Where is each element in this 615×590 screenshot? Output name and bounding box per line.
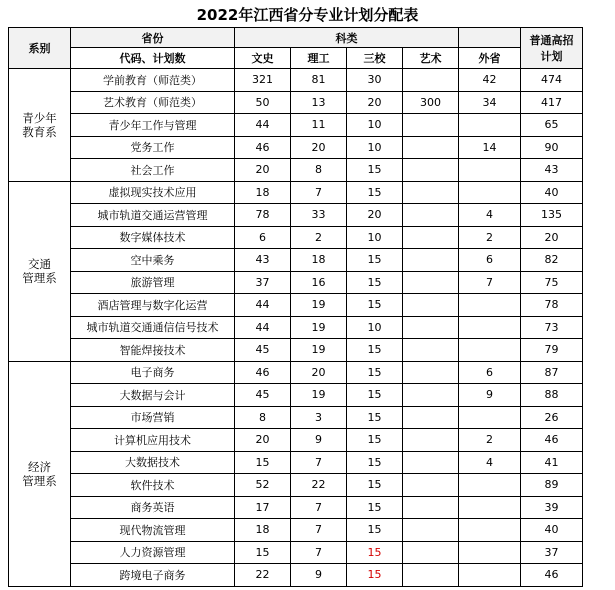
- cell-sanxiao: 15: [347, 541, 403, 564]
- table-row: [9, 159, 583, 182]
- major-name: 软件技术: [71, 474, 235, 497]
- table-row: [9, 226, 583, 249]
- table-row: [9, 384, 583, 407]
- header-row-1: [9, 28, 583, 48]
- cell-ligong: 22: [291, 474, 347, 497]
- cell-waisheng: 14: [459, 136, 521, 159]
- cell-yishu: [403, 136, 459, 159]
- major-name: 酒店管理与数字化运营: [71, 294, 235, 317]
- cell-ligong: 13: [291, 91, 347, 114]
- cell-sanxiao: 15: [347, 159, 403, 182]
- cell-yishu: [403, 429, 459, 452]
- cell-wenshi: 44: [235, 316, 291, 339]
- cell-wenshi: 15: [235, 541, 291, 564]
- cell-wenshi: 45: [235, 339, 291, 362]
- dept-cell: [9, 361, 71, 586]
- cell-ligong: 7: [291, 451, 347, 474]
- table-row: [9, 519, 583, 542]
- cell-waisheng: [459, 159, 521, 182]
- header-code-plan: 代码、计划数: [71, 48, 235, 69]
- cell-sanxiao: 15: [347, 384, 403, 407]
- cell-sanxiao: 10: [347, 136, 403, 159]
- table-row: [9, 114, 583, 137]
- dept-name-line1: 青少年: [22, 110, 57, 125]
- major-name: 艺术教育（师范类）: [71, 91, 235, 114]
- dept-name-line2: 管理系: [22, 473, 57, 488]
- cell-wenshi: 52: [235, 474, 291, 497]
- cell-waisheng: 34: [459, 91, 521, 114]
- dept-cell: [9, 181, 71, 361]
- cell-ligong: 19: [291, 316, 347, 339]
- cell-yishu: [403, 496, 459, 519]
- cell-wenshi: 44: [235, 114, 291, 137]
- cell-sanxiao: 10: [347, 226, 403, 249]
- header-province: 省份: [71, 28, 235, 48]
- cell-yishu: [403, 474, 459, 497]
- cell-total: 89: [521, 474, 583, 497]
- cell-wenshi: 78: [235, 204, 291, 227]
- cell-total: 90: [521, 136, 583, 159]
- table-row: [9, 406, 583, 429]
- major-name: 城市轨道交通运营管理: [71, 204, 235, 227]
- cell-sanxiao: 15: [347, 474, 403, 497]
- header-total-line1: 普通高招: [529, 34, 574, 47]
- cell-wenshi: 18: [235, 181, 291, 204]
- cell-waisheng: 4: [459, 204, 521, 227]
- major-name: 青少年工作与管理: [71, 114, 235, 137]
- header-row-2: [9, 48, 583, 69]
- cell-ligong: 20: [291, 136, 347, 159]
- table-row: [9, 204, 583, 227]
- table-row: [9, 474, 583, 497]
- header-yishu: 艺术: [403, 48, 459, 69]
- table-row: [9, 496, 583, 519]
- major-name: 商务英语: [71, 496, 235, 519]
- cell-ligong: 9: [291, 429, 347, 452]
- cell-waisheng: 7: [459, 271, 521, 294]
- cell-ligong: 2: [291, 226, 347, 249]
- major-name: 数字媒体技术: [71, 226, 235, 249]
- cell-total: 65: [521, 114, 583, 137]
- cell-sanxiao: 15: [347, 361, 403, 384]
- table-row: [9, 339, 583, 362]
- cell-waisheng: [459, 496, 521, 519]
- cell-yishu: [403, 204, 459, 227]
- cell-yishu: [403, 339, 459, 362]
- table-row: [9, 69, 583, 92]
- cell-yishu: [403, 564, 459, 587]
- cell-sanxiao: 10: [347, 316, 403, 339]
- cell-sanxiao: 15: [347, 564, 403, 587]
- table-row: [9, 316, 583, 339]
- cell-sanxiao: 15: [347, 271, 403, 294]
- cell-total: 78: [521, 294, 583, 317]
- cell-total: 79: [521, 339, 583, 362]
- cell-ligong: 7: [291, 496, 347, 519]
- dept-name-line2: 管理系: [22, 271, 57, 285]
- cell-wenshi: 37: [235, 271, 291, 294]
- header-total: [521, 28, 583, 69]
- cell-sanxiao: 15: [347, 429, 403, 452]
- major-name: 智能焊接技术: [71, 339, 235, 362]
- cell-yishu: [403, 69, 459, 92]
- table-row: [9, 451, 583, 474]
- cell-ligong: 19: [291, 294, 347, 317]
- cell-wenshi: 20: [235, 429, 291, 452]
- major-name: 人力资源管理: [71, 541, 235, 564]
- table-row: [9, 294, 583, 317]
- cell-sanxiao: 15: [347, 181, 403, 204]
- cell-ligong: 33: [291, 204, 347, 227]
- cell-wenshi: 20: [235, 159, 291, 182]
- cell-wenshi: 46: [235, 136, 291, 159]
- cell-waisheng: 42: [459, 69, 521, 92]
- cell-waisheng: [459, 181, 521, 204]
- cell-total: 26: [521, 406, 583, 429]
- dept-name-line1: 经济: [28, 459, 51, 474]
- table-row: [9, 564, 583, 587]
- cell-ligong: 11: [291, 114, 347, 137]
- cell-ligong: 19: [291, 384, 347, 407]
- cell-wenshi: 44: [235, 294, 291, 317]
- cell-total: 46: [521, 564, 583, 587]
- cell-ligong: 81: [291, 69, 347, 92]
- cell-wenshi: 15: [235, 451, 291, 474]
- cell-total: 37: [521, 541, 583, 564]
- cell-yishu: [403, 226, 459, 249]
- cell-waisheng: [459, 406, 521, 429]
- cell-total: 40: [521, 519, 583, 542]
- cell-wenshi: 17: [235, 496, 291, 519]
- cell-yishu: [403, 541, 459, 564]
- cell-wenshi: 18: [235, 519, 291, 542]
- cell-total: 43: [521, 159, 583, 182]
- cell-total: 75: [521, 271, 583, 294]
- cell-waisheng: 6: [459, 361, 521, 384]
- page-title: 2022年江西省分专业计划分配表: [196, 6, 419, 24]
- cell-total: 417: [521, 91, 583, 114]
- cell-wenshi: 50: [235, 91, 291, 114]
- major-name: 跨境电子商务: [71, 564, 235, 587]
- cell-total: 73: [521, 316, 583, 339]
- cell-wenshi: 6: [235, 226, 291, 249]
- cell-total: 40: [521, 181, 583, 204]
- table-row: [9, 271, 583, 294]
- major-name: 旅游管理: [71, 271, 235, 294]
- cell-yishu: [403, 384, 459, 407]
- cell-wenshi: 45: [235, 384, 291, 407]
- cell-waisheng: [459, 519, 521, 542]
- header-dept: 系别: [9, 28, 71, 69]
- major-name: 大数据与会计: [71, 384, 235, 407]
- cell-sanxiao: 30: [347, 69, 403, 92]
- table-row: [9, 136, 583, 159]
- header-category: 科类: [235, 28, 459, 48]
- table-row: [9, 249, 583, 272]
- major-name: 现代物流管理: [71, 519, 235, 542]
- header-waisheng: 外省: [459, 48, 521, 69]
- major-name: 党务工作: [71, 136, 235, 159]
- cell-ligong: 19: [291, 339, 347, 362]
- plan-table: [8, 27, 583, 587]
- table-row: [9, 361, 583, 384]
- cell-waisheng: 4: [459, 451, 521, 474]
- major-name: 城市轨道交通通信信号技术: [71, 316, 235, 339]
- cell-yishu: [403, 361, 459, 384]
- cell-sanxiao: 15: [347, 519, 403, 542]
- cell-sanxiao: 15: [347, 451, 403, 474]
- cell-sanxiao: 15: [347, 496, 403, 519]
- cell-ligong: 7: [291, 181, 347, 204]
- table-row: [9, 181, 583, 204]
- cell-yishu: [403, 181, 459, 204]
- cell-waisheng: 6: [459, 249, 521, 272]
- cell-waisheng: 2: [459, 429, 521, 452]
- table-row: [9, 429, 583, 452]
- cell-yishu: [403, 451, 459, 474]
- cell-wenshi: 321: [235, 69, 291, 92]
- dept-name-line2: 教育系: [22, 124, 57, 139]
- cell-ligong: 18: [291, 249, 347, 272]
- table-row: [9, 541, 583, 564]
- cell-sanxiao: 20: [347, 91, 403, 114]
- major-name: 社会工作: [71, 159, 235, 182]
- cell-ligong: 16: [291, 271, 347, 294]
- cell-ligong: 3: [291, 406, 347, 429]
- cell-wenshi: 22: [235, 564, 291, 587]
- cell-yishu: [403, 294, 459, 317]
- major-name: 学前教育（师范类）: [71, 69, 235, 92]
- cell-ligong: 7: [291, 541, 347, 564]
- cell-ligong: 8: [291, 159, 347, 182]
- cell-yishu: [403, 114, 459, 137]
- cell-sanxiao: 15: [347, 294, 403, 317]
- cell-sanxiao: 10: [347, 114, 403, 137]
- header-wenshi: 文史: [235, 48, 291, 69]
- cell-waisheng: [459, 474, 521, 497]
- cell-wenshi: 43: [235, 249, 291, 272]
- cell-ligong: 9: [291, 564, 347, 587]
- cell-total: 87: [521, 361, 583, 384]
- cell-total: 20: [521, 226, 583, 249]
- major-name: 大数据技术: [71, 451, 235, 474]
- cell-total: 82: [521, 249, 583, 272]
- cell-sanxiao: 20: [347, 204, 403, 227]
- header-blank: [459, 28, 521, 48]
- cell-total: 474: [521, 69, 583, 92]
- cell-yishu: [403, 316, 459, 339]
- header-total-line2: 计划: [540, 50, 563, 63]
- table-row: [9, 91, 583, 114]
- cell-yishu: [403, 159, 459, 182]
- cell-waisheng: [459, 294, 521, 317]
- cell-total: 46: [521, 429, 583, 452]
- dept-name-line1: 交通: [28, 257, 51, 271]
- major-name: 计算机应用技术: [71, 429, 235, 452]
- cell-waisheng: 2: [459, 226, 521, 249]
- cell-yishu: [403, 519, 459, 542]
- cell-ligong: 20: [291, 361, 347, 384]
- cell-sanxiao: 15: [347, 406, 403, 429]
- cell-total: 135: [521, 204, 583, 227]
- major-name: 虚拟现实技术应用: [71, 181, 235, 204]
- cell-total: 88: [521, 384, 583, 407]
- cell-waisheng: [459, 564, 521, 587]
- cell-sanxiao: 15: [347, 249, 403, 272]
- header-sanxiao: 三校: [347, 48, 403, 69]
- cell-ligong: 7: [291, 519, 347, 542]
- cell-yishu: 300: [403, 91, 459, 114]
- cell-waisheng: [459, 114, 521, 137]
- header-ligong: 理工: [291, 48, 347, 69]
- cell-waisheng: [459, 339, 521, 362]
- cell-waisheng: [459, 541, 521, 564]
- cell-wenshi: 8: [235, 406, 291, 429]
- major-name: 空中乘务: [71, 249, 235, 272]
- cell-sanxiao: 15: [347, 339, 403, 362]
- major-name: 电子商务: [71, 361, 235, 384]
- cell-waisheng: 9: [459, 384, 521, 407]
- cell-wenshi: 46: [235, 361, 291, 384]
- cell-yishu: [403, 249, 459, 272]
- cell-total: 41: [521, 451, 583, 474]
- dept-cell: [9, 69, 71, 182]
- cell-waisheng: [459, 316, 521, 339]
- cell-yishu: [403, 271, 459, 294]
- cell-total: 39: [521, 496, 583, 519]
- cell-yishu: [403, 406, 459, 429]
- major-name: 市场营销: [71, 406, 235, 429]
